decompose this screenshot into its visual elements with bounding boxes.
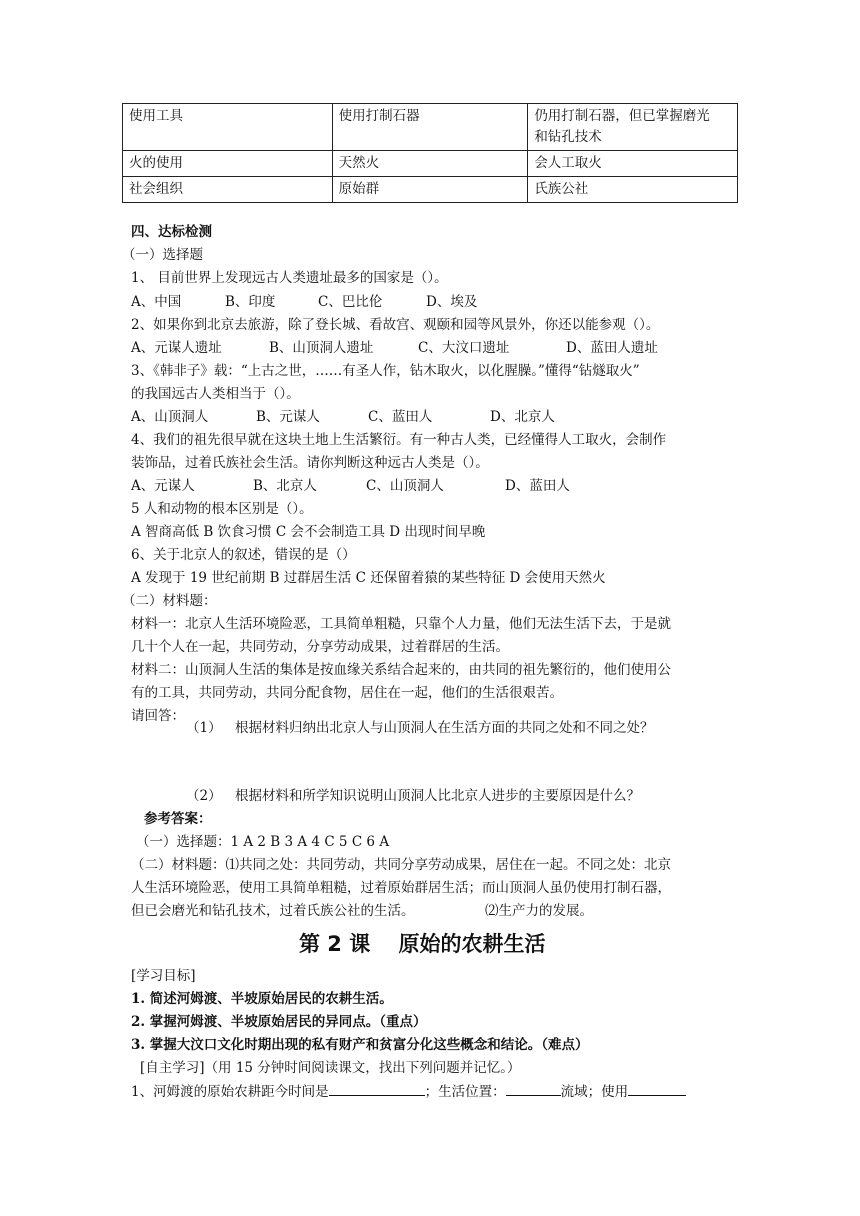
table-cell: 使用工具 bbox=[123, 104, 333, 151]
material-text: 材料一：北京人生活环境险恶，工具简单粗糙，只靠个人力量，他们无法生活下去，于是就 bbox=[131, 616, 671, 632]
option: B、印度 bbox=[225, 294, 276, 310]
sub-question-number: （1） bbox=[186, 720, 222, 736]
option-line: A 智商高低 B 饮食习惯 C 会不会制造工具 D 出现时间早晚 bbox=[131, 524, 486, 540]
section-heading: 四、达标检测 bbox=[131, 224, 212, 240]
learning-goal: 2. 掌握河姆渡、半坡原始居民的异同点。（重点） bbox=[131, 1014, 427, 1030]
question-text: 4、我们的祖先很早就在这块土地上生活繁衍。有一种古人类，已经懂得人工取火，会制作 bbox=[131, 432, 667, 448]
fill-in-question bbox=[131, 1081, 686, 1102]
sub-question: 根据材料归纳出北京人与山顶洞人在生活方面的共同之处和不同之处？ bbox=[235, 720, 654, 736]
question-text: 6、关于北京人的叙述，错误的是（） bbox=[131, 547, 356, 563]
option: D、北京人 bbox=[490, 409, 555, 425]
table-cell: 使用打制石器 bbox=[332, 104, 528, 151]
question-text: ；生活位置： bbox=[424, 1084, 506, 1100]
option: D、蓝田人遗址 bbox=[566, 340, 658, 356]
table-row bbox=[123, 151, 738, 177]
answer-text: （一）选择题：1 A 2 B 3 A 4 C 5 C 6 A bbox=[136, 834, 390, 850]
table-cell: 氏族公社 bbox=[528, 177, 738, 203]
subsection-heading: （二）材料题： bbox=[122, 593, 217, 609]
table-cell: 社会组织 bbox=[123, 177, 333, 203]
option: A、中国 bbox=[131, 294, 182, 310]
self-study-heading: [自主学习] bbox=[140, 1060, 205, 1076]
answer-blank[interactable] bbox=[329, 1081, 425, 1096]
self-study-line bbox=[140, 1058, 521, 1078]
question-text: 1、河姆渡的原始农耕距今时间是 bbox=[131, 1084, 329, 1100]
table-row bbox=[123, 177, 738, 203]
table-cell: 会人工取火 bbox=[528, 151, 738, 177]
question-text: 装饰品，过着氏族社会生活。请你判断这种远古人类是（）。 bbox=[131, 455, 489, 471]
material-text: 有的工具，共同劳动，共同分配食物，居住在一起，他们的生活很艰苦。 bbox=[131, 685, 563, 701]
answers-heading: 参考答案： bbox=[144, 811, 212, 827]
answer-text: 但已会磨光和钻孔技术，过着氏族公社的生活。 bbox=[131, 903, 415, 919]
option-line: A 发现于 19 世纪前期 B 过群居生活 C 还保留着猿的某些特征 D 会使用天然火 bbox=[131, 570, 606, 586]
answer-prompt: 请回答： bbox=[131, 708, 185, 724]
question-text: 2、如果你到北京去旅游，除了登长城、看故宫、观颐和园等风景外，你还以能参观（）。 bbox=[131, 317, 660, 333]
lesson-title: 第 2 课 原始的农耕生活 bbox=[299, 932, 546, 956]
answer-text: ⑵生产力的发展。 bbox=[485, 903, 593, 919]
option: C、大汶口遗址 bbox=[418, 340, 510, 356]
material-text: 材料二：山顶洞人生活的集体是按血缘关系结合起来的，由共同的祖先繁衍的，他们使用公 bbox=[131, 662, 671, 678]
table-row bbox=[123, 104, 738, 151]
subsection-heading: （一）选择题 bbox=[122, 247, 203, 263]
question-text: 3、《韩非子》载：“上古之世，……有圣人作，钻木取火，以化腥臊。”懂得“钻燧取火” bbox=[131, 363, 640, 379]
option: C、巴比伦 bbox=[318, 294, 383, 310]
option: B、北京人 bbox=[253, 478, 317, 494]
answer-text: （二）材料题：⑴共同之处：共同劳动，共同分享劳动成果，居住在一起。不同之处：北京 bbox=[131, 857, 671, 873]
option: B、元谋人 bbox=[256, 409, 320, 425]
question-text: 的我国远古人类相当于（）。 bbox=[131, 386, 300, 402]
question-text: 1、 目前世界上发现远古人类遗址最多的国家是（）。 bbox=[131, 270, 448, 286]
comparison-table bbox=[122, 103, 738, 203]
option: D、蓝田人 bbox=[505, 478, 570, 494]
question-text: 流域；使用 bbox=[560, 1084, 629, 1100]
table-cell: 火的使用 bbox=[123, 151, 333, 177]
answer-blank[interactable] bbox=[506, 1081, 561, 1096]
table-cell-text: 和钻孔技术 bbox=[534, 129, 602, 145]
goals-heading: [学习目标] bbox=[131, 968, 196, 984]
sub-question: 根据材料和所学知识说明山顶洞人比北京人进步的主要原因是什么？ bbox=[235, 788, 640, 804]
table-cell-text: 仍用打制石器，但已掌握磨光 bbox=[534, 108, 710, 124]
option: A、元谋人遗址 bbox=[131, 340, 222, 356]
answer-blank[interactable] bbox=[628, 1081, 686, 1096]
material-text: 几十个人在一起，共同劳动，分享劳动成果，过着群居的生活。 bbox=[131, 639, 509, 655]
option: C、蓝田人 bbox=[368, 409, 433, 425]
answer-text: 人生活环境险恶，使用工具简单粗糙，过着原始群居生活；而山顶洞人虽仍使用打制石器， bbox=[131, 880, 671, 896]
table-cell: 原始群 bbox=[332, 177, 528, 203]
option: A、元谋人 bbox=[131, 478, 195, 494]
self-study-note: （用 15 分钟时间阅读课文，找出下列问题并记忆。） bbox=[204, 1060, 521, 1076]
sub-question-number: （2） bbox=[186, 788, 222, 804]
option: A、山顶洞人 bbox=[131, 409, 209, 425]
table-cell bbox=[528, 104, 738, 151]
option: C、山顶洞人 bbox=[366, 478, 444, 494]
question-text: 5 人和动物的根本区别是（）。 bbox=[131, 501, 313, 517]
learning-goal: 3. 掌握大汶口文化时期出现的私有财产和贫富分化这些概念和结论。（难点） bbox=[131, 1037, 589, 1053]
table-cell: 天然火 bbox=[332, 151, 528, 177]
option: B、山顶洞人遗址 bbox=[269, 340, 374, 356]
option: D、埃及 bbox=[426, 294, 478, 310]
learning-goal: 1. 简述河姆渡、半坡原始居民的农耕生活。 bbox=[131, 991, 393, 1007]
